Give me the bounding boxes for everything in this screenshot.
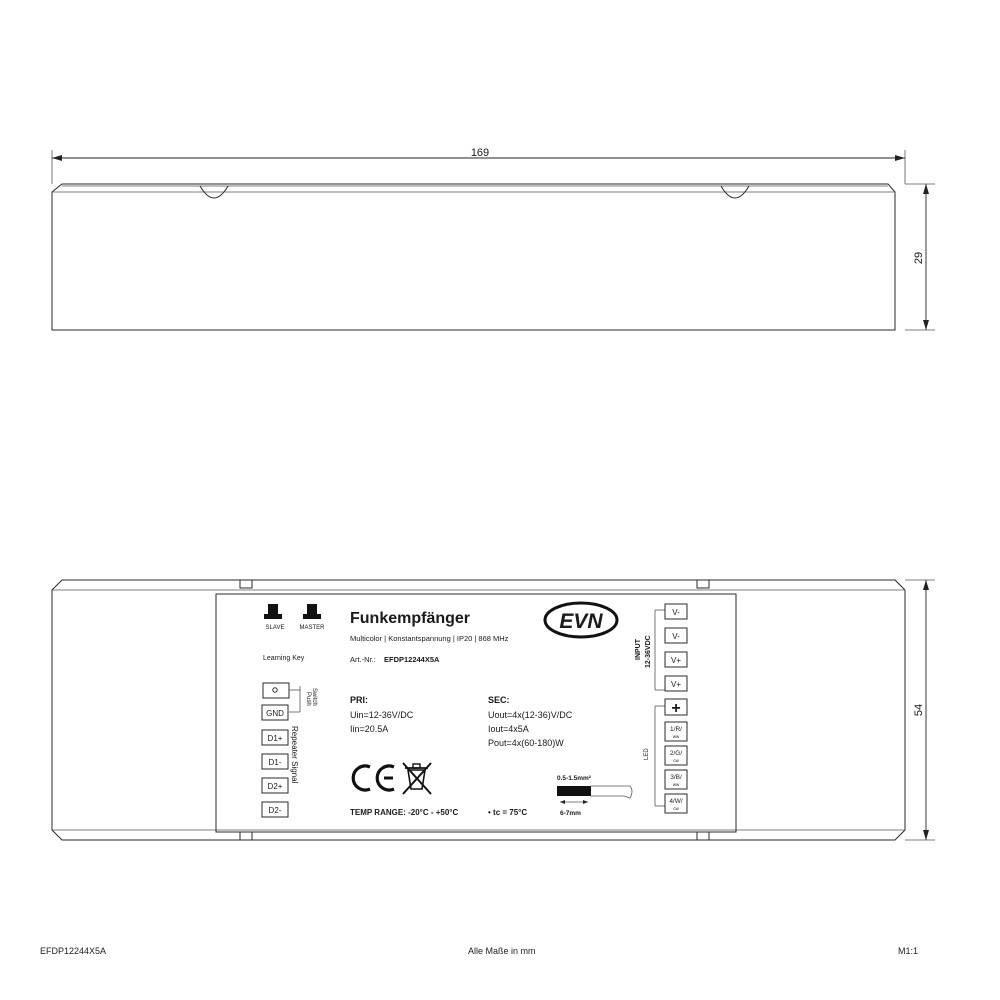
footer-article: EFDP12244X5A: [40, 946, 107, 956]
input-terminal-block: [655, 604, 687, 691]
temp-range: TEMP RANGE: -20°C - +50°C: [350, 808, 459, 817]
wire-cross-section: 0.5-1.5mm²: [557, 775, 591, 782]
led-label: LED: [644, 748, 650, 760]
terminal-gnd: GND: [266, 709, 284, 718]
led-terminal-3-top: 3/B/: [670, 774, 682, 781]
side-view: [52, 184, 895, 330]
pri-line-uin: Uin=12-36V/DC: [350, 710, 414, 720]
led-terminal-1-top: 1/R/: [670, 726, 682, 733]
input-terminal-2: V-: [672, 632, 680, 641]
input-voltage: 12-36VDC: [645, 635, 652, 668]
led-terminal-4-top: 4/W/: [669, 798, 683, 805]
article-number: EFDP12244X5A: [384, 655, 440, 664]
left-terminal-block: [262, 705, 288, 817]
dimension-height-label: 29: [913, 251, 925, 265]
pri-line-iin: Iin=20.5A: [350, 724, 389, 734]
led-terminal-block: [655, 699, 687, 813]
article-prefix: Art.-Nr.:: [350, 655, 376, 664]
led-plus: +: [671, 700, 681, 717]
master-label: MASTER: [299, 625, 325, 631]
tc-value: • tc = 75°C: [488, 808, 528, 817]
push-label: Push: [305, 692, 311, 706]
product-subtitle: Multicolor | Konstantspannung | IP20 | 868 MHz: [350, 634, 509, 643]
learning-key-label: Learning Key: [263, 655, 305, 662]
evn-logo: [545, 603, 617, 637]
weee-bin-icon: [403, 763, 431, 794]
slave-label: SLAVE: [265, 625, 285, 631]
dimension-width-label: 54: [913, 703, 925, 717]
repeater-signal-label: Repeater Signal: [290, 726, 299, 784]
pri-heading: PRI:: [350, 695, 368, 705]
ce-mark-icon: [353, 766, 394, 790]
strip-length: 6-7mm: [560, 810, 581, 817]
led-terminal-1-bottom: ww: [672, 734, 680, 739]
sec-line-iout: Iout=4x5A: [488, 724, 529, 734]
learning-key-button: [263, 683, 289, 698]
dimension-width: [905, 580, 935, 840]
wire-strip-icon: [557, 775, 632, 817]
input-terminal-1: V-: [672, 608, 680, 617]
input-label: INPUT: [635, 639, 642, 660]
switch-label: Switch: [311, 688, 317, 706]
dimension-height: [905, 184, 935, 330]
evn-logo-text: EVN: [559, 610, 603, 633]
slave-switch-icon: [264, 604, 282, 619]
led-terminal-4-bottom: cw: [673, 806, 679, 811]
footer-scale: M1:1: [898, 946, 919, 956]
footer-note: Alle Maße in mm: [468, 946, 536, 956]
terminal-d1-plus: D1+: [267, 734, 283, 743]
sec-line-pout: Pout=4x(60-180)W: [488, 738, 564, 748]
dimension-length-label: 169: [470, 147, 490, 159]
dimension-length: [52, 147, 905, 184]
sec-line-uout: Uout=4x(12-36)V/DC: [488, 710, 573, 720]
led-terminal-2-bottom: cw: [673, 758, 679, 763]
terminal-d2-minus: D2-: [268, 806, 282, 815]
led-terminal-3-bottom: ww: [672, 782, 680, 787]
master-switch-icon: [303, 604, 321, 619]
terminal-d1-minus: D1-: [268, 758, 282, 767]
product-title: Funkempfänger: [350, 610, 471, 627]
sec-heading: SEC:: [488, 695, 510, 705]
terminal-d2-plus: D2+: [267, 782, 283, 791]
input-terminal-4: V+: [670, 680, 682, 689]
plan-view: [52, 580, 905, 840]
input-terminal-3: V+: [670, 656, 682, 665]
led-terminal-2-top: 2/G/: [669, 750, 683, 757]
